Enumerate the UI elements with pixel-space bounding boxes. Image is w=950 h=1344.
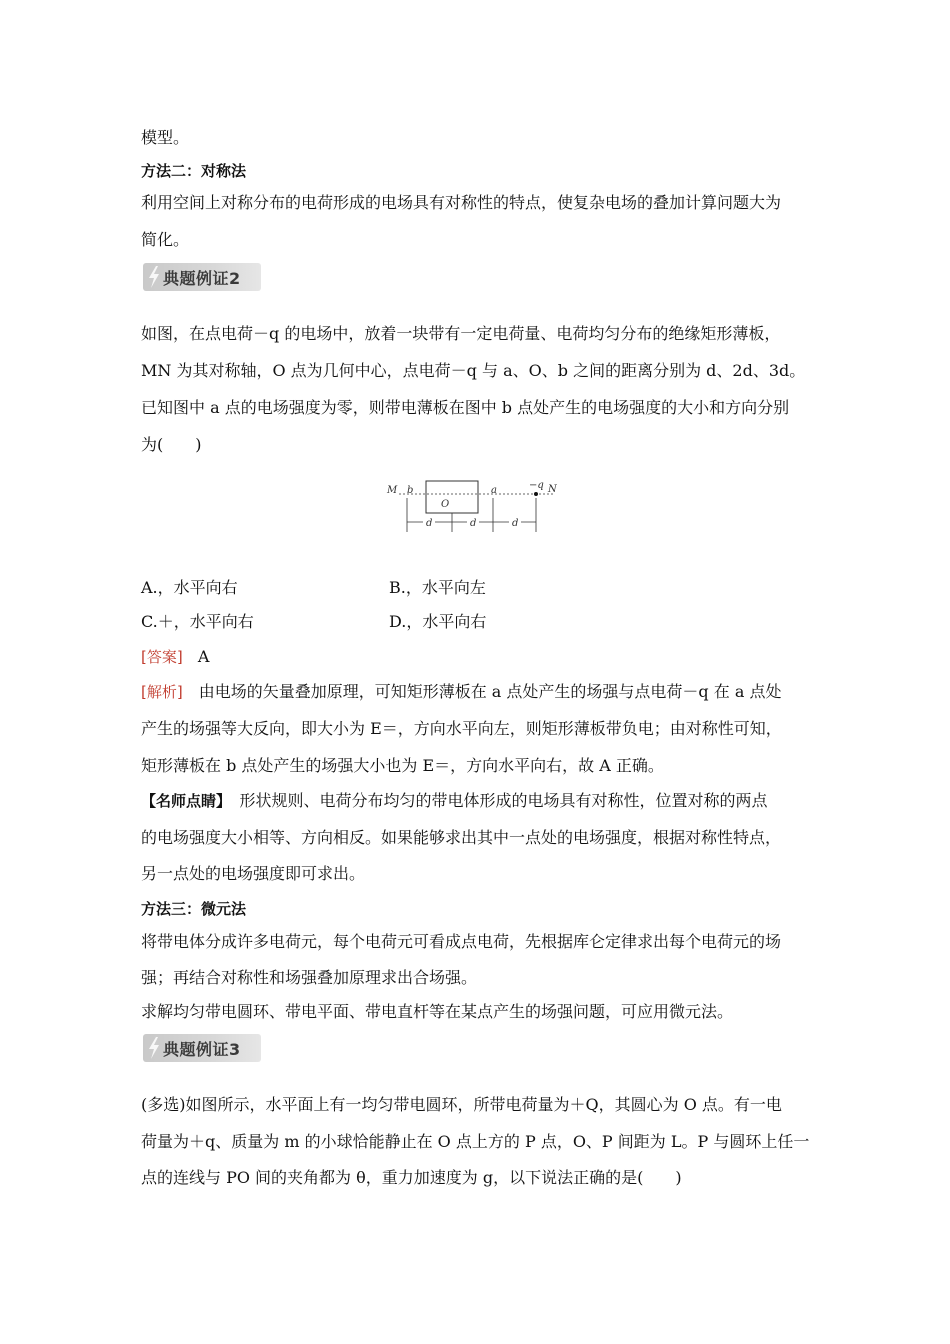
option-a: A.，水平向右 bbox=[141, 578, 238, 597]
text-line: 荷量为＋q、质量为 m 的小球恰能静止在 O 点上方的 P 点，O、P 间距为 L。P 与圆环上任一 bbox=[141, 1132, 810, 1151]
method-two-title: 方法二：对称法 bbox=[141, 162, 247, 180]
example-banner-2 bbox=[143, 263, 261, 291]
answer-label: [答案] bbox=[141, 648, 183, 666]
text-line: 求解均匀带电圆环、带电平面、带电直杆等在某点产生的场强问题，可应用微元法。 bbox=[141, 1002, 734, 1021]
label-d1: d bbox=[426, 518, 433, 529]
point-charge bbox=[534, 492, 538, 496]
rectangular-plate bbox=[426, 481, 478, 513]
text-line: 产生的场强等大反向，即大小为 E＝，方向水平向左，则矩形薄板带负电；由对称性可知， bbox=[141, 719, 782, 738]
banner-title: 典题例证3 bbox=[163, 1040, 241, 1059]
example-banner-3 bbox=[143, 1034, 261, 1062]
text-line: 为( ) bbox=[141, 435, 202, 454]
text-line: 如图，在点电荷－q 的电场中，放着一块带有一定电荷量、电荷均匀分布的绝缘矩形薄板， bbox=[141, 324, 781, 343]
text-line: 矩形薄板在 b 点处产生的场强大小也为 E＝，方向水平向右，故 A 正确。 bbox=[141, 756, 664, 775]
analysis-text: 由电场的矢量叠加原理，可知矩形薄板在 a 点处产生的场强与点电荷－q 在 a 点处 bbox=[182, 682, 782, 701]
text-line: 将带电体分成许多电荷元，每个电荷元可看成点电荷，先根据库仑定律求出每个电荷元的场 bbox=[141, 932, 782, 951]
answer-line bbox=[141, 647, 209, 667]
method-three-title: 方法三：微元法 bbox=[141, 900, 247, 918]
analysis-label: [解析] bbox=[141, 683, 183, 701]
label-q: −q bbox=[529, 480, 544, 491]
text-line: 简化。 bbox=[141, 230, 190, 249]
option-d: D.，水平向右 bbox=[389, 612, 487, 631]
text-line: (多选)如图所示，水平面上有一均匀带电圆环，所带电荷量为＋Q，其圆心为 O 点。有一电 bbox=[141, 1095, 782, 1114]
text-line: 另一点处的电场强度即可求出。 bbox=[141, 864, 366, 883]
option-c: C.＋，水平向右 bbox=[141, 612, 254, 631]
lightning-icon bbox=[147, 1037, 161, 1059]
tip-label: 【名师点睛】 bbox=[141, 792, 224, 810]
answer-value: A bbox=[197, 647, 210, 666]
text-line: 利用空间上对称分布的电荷形成的电场具有对称性的特点，使复杂电场的叠加计算问题大为 bbox=[141, 193, 782, 212]
option-b: B.，水平向左 bbox=[389, 578, 486, 597]
text-line: 已知图中 a 点的电场强度为零，则带电薄板在图中 b 点处产生的电场强度的大小和方向分别 bbox=[141, 398, 790, 417]
banner-title: 典题例证2 bbox=[163, 269, 241, 288]
label-n: N bbox=[548, 484, 557, 495]
text-line: 点的连线与 PO 间的夹角都为 θ，重力加速度为 g，以下说法正确的是( ) bbox=[141, 1168, 682, 1187]
tip-line bbox=[141, 791, 768, 811]
text-line: MN 为其对称轴，O 点为几何中心，点电荷－q 与 a、O、b 之间的距离分别为 d、2d、3d。 bbox=[141, 361, 806, 380]
text-line: 模型。 bbox=[141, 128, 190, 147]
label-m: M bbox=[387, 485, 398, 496]
lightning-icon bbox=[147, 266, 161, 288]
text-line: 的电场强度大小相等、方向相反。如果能够求出其中一点处的电场强度，根据对称性特点， bbox=[141, 828, 782, 847]
label-b: b bbox=[407, 485, 414, 496]
label-o: O bbox=[441, 499, 450, 510]
analysis-line bbox=[141, 682, 781, 702]
label-d2: d bbox=[470, 518, 477, 529]
label-a: a bbox=[491, 485, 497, 496]
text-line: 强；再结合对称性和场强叠加原理求出合场强。 bbox=[141, 968, 478, 987]
label-d3: d bbox=[512, 518, 519, 529]
charge-plate-figure bbox=[385, 476, 565, 536]
tip-text: 形状规则、电荷分布均匀的带电体形成的电场具有对称性，位置对称的两点 bbox=[223, 791, 768, 810]
